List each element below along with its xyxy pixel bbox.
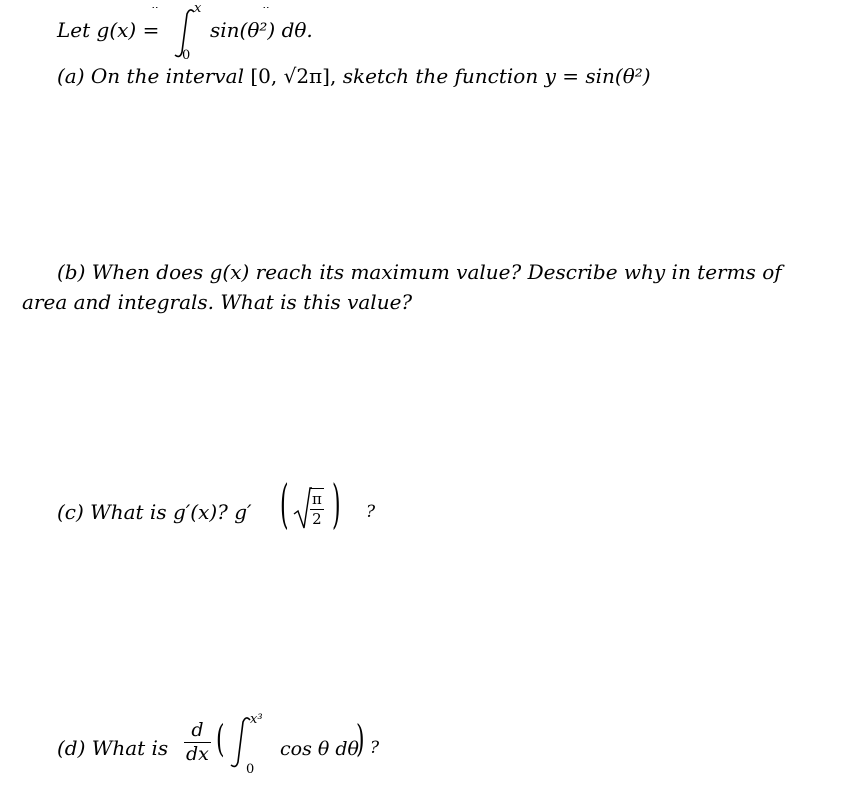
equals-sign: = — [142, 18, 160, 42]
part-d-text: What is — [91, 736, 169, 760]
part-a-interval: [0, √2π], — [250, 64, 337, 88]
part-d-line — [57, 738, 168, 758]
part-c-label: (c) — [57, 500, 84, 524]
definition-line — [57, 20, 159, 40]
cropped-glyphs — [0, 7, 842, 8]
d-right-paren: ) — [356, 719, 365, 762]
let-word: Let — [57, 18, 91, 42]
left-paren: ( — [280, 476, 289, 537]
cropped-header-remnant — [0, 0, 842, 8]
lower-limit: 0 — [182, 48, 191, 63]
part-a-text2: sketch the function — [342, 64, 539, 88]
sqrt-sign — [292, 486, 312, 532]
dx-den: dx — [186, 742, 209, 765]
pi-over-two — [310, 488, 324, 527]
integrand-text: sin(θ²) dθ. — [210, 18, 313, 42]
d-lower-limit: 0 — [246, 762, 255, 777]
d-dx-fraction — [184, 720, 211, 765]
part-b-label: (b) — [57, 260, 86, 284]
part-b-text2: area and integrals. What is this value? — [22, 290, 413, 314]
part-b-text1: When does g(x) reach its maximum value? Describe why in terms of — [91, 260, 782, 284]
part-a-label: (a) — [57, 64, 85, 88]
right-paren: ) — [332, 476, 341, 537]
part-c-end: ? — [366, 502, 376, 522]
two-den: 2 — [312, 509, 322, 528]
d-num: d — [191, 719, 204, 741]
pi-num: π — [312, 490, 322, 508]
part-d-label: (d) — [57, 736, 86, 760]
upper-limit: x — [194, 1, 202, 16]
g-of-x: g(x) — [96, 18, 137, 42]
part-b-line1 — [57, 262, 782, 282]
part-a-line — [57, 66, 651, 86]
part-a-text: On the interval — [90, 64, 244, 88]
part-b-line2 — [22, 292, 412, 312]
part-c-line — [57, 502, 252, 522]
d-integrand: cos θ dθ — [280, 738, 359, 760]
definition-integral — [172, 1, 202, 63]
part-d-end: ? — [370, 738, 380, 758]
part-d-expression — [184, 712, 404, 782]
d-upper-limit: x³ — [250, 712, 263, 727]
definition-integrand — [210, 20, 313, 40]
part-c-text: What is g′(x)? g′ — [90, 500, 252, 524]
d-left-paren: ( — [216, 719, 225, 762]
part-a-func: y = sin(θ²) — [544, 64, 651, 88]
